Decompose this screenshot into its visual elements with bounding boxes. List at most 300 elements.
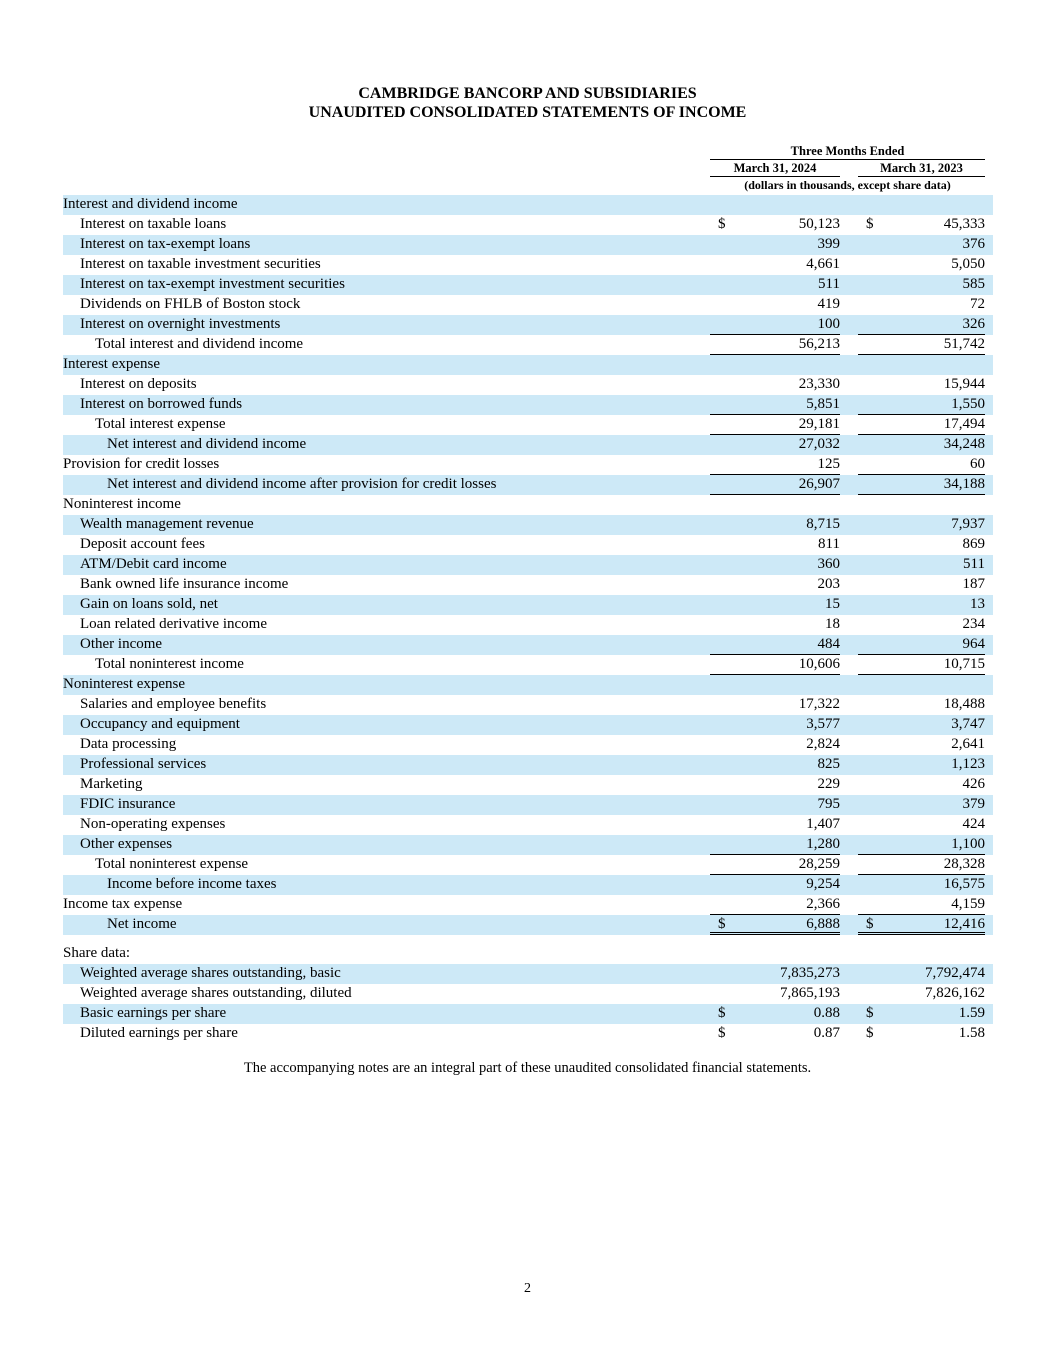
amount-2024 bbox=[710, 984, 840, 1004]
amount-2024 bbox=[710, 1024, 840, 1044]
dollar-sign bbox=[710, 675, 736, 695]
row-label: Total noninterest income bbox=[95, 656, 244, 672]
row-right-pad bbox=[985, 235, 993, 255]
amount-value: 3,577 bbox=[806, 716, 840, 732]
dollar-sign bbox=[710, 755, 736, 775]
column-gap bbox=[840, 535, 858, 555]
amount-2023 bbox=[858, 235, 985, 255]
amount-2023 bbox=[858, 295, 985, 315]
dollar-sign bbox=[710, 615, 736, 635]
column-gap bbox=[840, 395, 858, 415]
row-right-pad bbox=[985, 395, 993, 415]
amount-value: 376 bbox=[962, 236, 985, 252]
column-gap bbox=[840, 675, 858, 695]
amount-2023 bbox=[858, 695, 985, 715]
column-gap bbox=[840, 855, 858, 875]
dollar-sign bbox=[858, 755, 884, 775]
table-row bbox=[63, 555, 993, 575]
dollar-sign bbox=[710, 455, 736, 474]
amount-2024 bbox=[710, 895, 840, 915]
table-row bbox=[63, 635, 993, 655]
row-right-pad bbox=[985, 915, 993, 935]
table-row bbox=[63, 695, 993, 715]
dollar-sign bbox=[858, 595, 884, 615]
dollar-sign bbox=[710, 255, 736, 275]
amount-value: 4,661 bbox=[806, 256, 840, 272]
column-gap bbox=[840, 944, 858, 964]
footer-note: The accompanying notes are an integral part of these unaudited consolidated financial statements. bbox=[243, 1060, 812, 1076]
table-row bbox=[63, 255, 993, 275]
row-label: Provision for credit losses bbox=[63, 456, 220, 472]
amount-value: 484 bbox=[817, 636, 840, 652]
row-right-pad bbox=[985, 555, 993, 575]
row-right-pad bbox=[985, 695, 993, 715]
amount-value: 419 bbox=[817, 296, 840, 312]
column-gap bbox=[840, 875, 858, 895]
row-right-pad bbox=[985, 895, 993, 915]
table-row bbox=[63, 855, 993, 875]
amount-2023 bbox=[858, 915, 985, 935]
amount-value: 379 bbox=[962, 796, 985, 812]
amount-value: 34,188 bbox=[943, 476, 985, 492]
amount-2024 bbox=[710, 575, 840, 595]
dollar-sign bbox=[710, 855, 736, 874]
amount-value: 424 bbox=[962, 816, 985, 832]
amount-value: 1,123 bbox=[951, 756, 985, 772]
dollar-sign bbox=[710, 875, 736, 895]
row-right-pad bbox=[985, 595, 993, 615]
row-right-pad bbox=[985, 295, 993, 315]
row-right-pad bbox=[985, 615, 993, 635]
amount-value: 0.87 bbox=[813, 1025, 840, 1041]
row-label: Dividends on FHLB of Boston stock bbox=[80, 296, 301, 312]
dollar-sign bbox=[710, 635, 736, 654]
amount-2023 bbox=[858, 215, 985, 235]
table-row bbox=[63, 375, 993, 395]
amount-2024 bbox=[710, 715, 840, 735]
dollar-sign bbox=[710, 275, 736, 295]
row-label: Weighted average shares outstanding, diluted bbox=[80, 985, 352, 1001]
row-label: Professional services bbox=[80, 756, 207, 772]
row-label: Interest on tax-exempt investment securities bbox=[80, 276, 345, 292]
amount-value: 7,937 bbox=[951, 516, 985, 532]
row-label: Other income bbox=[80, 636, 163, 652]
table-row bbox=[63, 755, 993, 775]
dollar-sign bbox=[858, 775, 884, 795]
amount-value: 7,792,474 bbox=[925, 965, 985, 981]
amount-value: 15,944 bbox=[943, 376, 985, 392]
dollar-sign bbox=[710, 575, 736, 595]
dollar-sign bbox=[858, 415, 884, 434]
table-body bbox=[63, 195, 993, 1044]
row-label: Diluted earnings per share bbox=[80, 1025, 238, 1041]
amount-2024 bbox=[710, 355, 840, 375]
amount-value: 2,641 bbox=[951, 736, 985, 752]
amount-2023 bbox=[858, 1024, 985, 1044]
row-label: Income tax expense bbox=[63, 896, 183, 912]
dollar-sign bbox=[858, 455, 884, 474]
dollar-sign bbox=[710, 495, 736, 515]
amount-2023 bbox=[858, 395, 985, 415]
row-label: FDIC insurance bbox=[80, 796, 176, 812]
column-gap bbox=[840, 715, 858, 735]
row-label: Interest and dividend income bbox=[63, 196, 238, 212]
amount-value: 1,550 bbox=[951, 396, 985, 412]
amount-2023 bbox=[858, 615, 985, 635]
amount-value: 203 bbox=[817, 576, 840, 592]
table-row bbox=[63, 715, 993, 735]
row-label: Interest on borrowed funds bbox=[80, 396, 243, 412]
column-gap bbox=[840, 235, 858, 255]
row-label: Noninterest expense bbox=[63, 676, 186, 692]
amount-value: 585 bbox=[962, 276, 985, 292]
dollar-sign: $ bbox=[866, 216, 874, 232]
dollar-sign bbox=[710, 895, 736, 914]
amount-2024 bbox=[710, 235, 840, 255]
amount-value bbox=[884, 195, 985, 215]
column-gap bbox=[840, 695, 858, 715]
table-row bbox=[63, 1004, 993, 1024]
amount-2024 bbox=[710, 835, 840, 855]
dollar-sign bbox=[710, 375, 736, 395]
amount-value: 511 bbox=[818, 276, 840, 292]
dollar-sign bbox=[858, 375, 884, 395]
dollar-sign bbox=[858, 875, 884, 895]
units-note: (dollars in thousands, except share data) bbox=[744, 178, 951, 192]
column-header-2024: March 31, 2024 bbox=[710, 160, 840, 177]
amount-value: 50,123 bbox=[798, 216, 840, 232]
dollar-sign bbox=[710, 835, 736, 854]
dollar-sign bbox=[710, 435, 736, 455]
dollar-sign bbox=[710, 775, 736, 795]
amount-2024 bbox=[710, 415, 840, 435]
amount-value: 795 bbox=[817, 796, 840, 812]
column-gap bbox=[840, 635, 858, 655]
dollar-sign bbox=[858, 675, 884, 695]
dollar-sign bbox=[858, 315, 884, 334]
amount-value: 60 bbox=[970, 456, 985, 472]
dollar-sign bbox=[710, 815, 736, 835]
amount-value: 45,333 bbox=[943, 216, 985, 232]
table-column-headers bbox=[710, 143, 985, 194]
row-label: Interest on overnight investments bbox=[80, 316, 281, 332]
dollar-sign: $ bbox=[718, 1005, 726, 1021]
dollar-sign bbox=[710, 984, 736, 1004]
amount-value: 16,575 bbox=[943, 876, 985, 892]
dollar-sign bbox=[858, 295, 884, 315]
amount-2023 bbox=[858, 435, 985, 455]
table-row bbox=[63, 575, 993, 595]
row-label: Noninterest income bbox=[63, 496, 181, 512]
dollar-sign bbox=[710, 415, 736, 434]
amount-2024 bbox=[710, 855, 840, 875]
row-label: Interest on tax-exempt loans bbox=[80, 236, 251, 252]
row-right-pad bbox=[985, 835, 993, 855]
amount-2023 bbox=[858, 415, 985, 435]
amount-value: 869 bbox=[962, 536, 985, 552]
amount-value: 6,888 bbox=[806, 916, 840, 932]
dollar-sign bbox=[858, 535, 884, 555]
amount-value: 1,407 bbox=[806, 816, 840, 832]
column-header-2023: March 31, 2023 bbox=[858, 160, 985, 177]
amount-value: 964 bbox=[962, 636, 985, 652]
amount-value: 2,824 bbox=[806, 736, 840, 752]
amount-2023 bbox=[858, 335, 985, 355]
row-right-pad bbox=[985, 675, 993, 695]
row-label: Interest expense bbox=[63, 356, 161, 372]
dollar-sign bbox=[858, 815, 884, 835]
table-row bbox=[63, 895, 993, 915]
row-label: Interest on taxable investment securities bbox=[80, 256, 321, 272]
table-row bbox=[63, 835, 993, 855]
section-spacer bbox=[63, 935, 993, 944]
row-right-pad bbox=[985, 775, 993, 795]
statement-title: UNAUDITED CONSOLIDATED STATEMENTS OF INCOME bbox=[308, 104, 747, 121]
amount-value: 13 bbox=[970, 596, 985, 612]
amount-value: 10,606 bbox=[798, 656, 840, 672]
amount-2023 bbox=[858, 555, 985, 575]
amount-value: 10,715 bbox=[943, 656, 985, 672]
amount-2023 bbox=[858, 355, 985, 375]
amount-value: 125 bbox=[817, 456, 840, 472]
amount-2023 bbox=[858, 895, 985, 915]
amount-2024 bbox=[710, 635, 840, 655]
row-right-pad bbox=[985, 215, 993, 235]
row-right-pad bbox=[985, 535, 993, 555]
column-gap bbox=[840, 160, 858, 177]
row-right-pad bbox=[985, 984, 993, 1004]
row-label: Non-operating expenses bbox=[80, 816, 226, 832]
amount-2023 bbox=[858, 595, 985, 615]
row-right-pad bbox=[985, 415, 993, 435]
dollar-sign bbox=[858, 635, 884, 654]
dollar-sign bbox=[710, 515, 736, 535]
row-label: Share data: bbox=[63, 945, 131, 961]
amount-2023 bbox=[858, 964, 985, 984]
amount-value: 7,865,193 bbox=[780, 985, 840, 1001]
table-row bbox=[63, 475, 993, 495]
amount-value: 5,851 bbox=[806, 396, 840, 412]
row-right-pad bbox=[985, 815, 993, 835]
row-right-pad bbox=[985, 1024, 993, 1044]
dollar-sign: $ bbox=[866, 1005, 874, 1021]
row-label: Salaries and employee benefits bbox=[80, 696, 267, 712]
amount-2023 bbox=[858, 795, 985, 815]
amount-value bbox=[884, 675, 985, 695]
row-right-pad bbox=[985, 375, 993, 395]
amount-2024 bbox=[710, 815, 840, 835]
dollar-sign bbox=[710, 735, 736, 755]
dollar-sign bbox=[858, 575, 884, 595]
amount-value: 17,494 bbox=[943, 416, 985, 432]
dollar-sign bbox=[858, 715, 884, 735]
amount-2024 bbox=[710, 595, 840, 615]
amount-value: 12,416 bbox=[943, 916, 985, 932]
table-row bbox=[63, 355, 993, 375]
column-gap bbox=[840, 795, 858, 815]
amount-2024 bbox=[710, 915, 840, 935]
column-gap bbox=[840, 355, 858, 375]
dollar-sign bbox=[710, 535, 736, 555]
row-label: Loan related derivative income bbox=[80, 616, 267, 632]
table-row bbox=[63, 944, 993, 964]
dollar-sign bbox=[710, 335, 736, 354]
table-row bbox=[63, 964, 993, 984]
dollar-sign bbox=[710, 655, 736, 674]
row-label: Data processing bbox=[80, 736, 177, 752]
table-row bbox=[63, 495, 993, 515]
amount-2024 bbox=[710, 675, 840, 695]
amount-2023 bbox=[858, 775, 985, 795]
amount-value bbox=[736, 195, 840, 215]
amount-2024 bbox=[710, 535, 840, 555]
dollar-sign bbox=[858, 515, 884, 535]
dollar-sign: $ bbox=[718, 916, 726, 932]
table-row bbox=[63, 984, 993, 1004]
column-gap bbox=[840, 815, 858, 835]
amount-2023 bbox=[858, 735, 985, 755]
amount-value bbox=[736, 675, 840, 695]
amount-value: 27,032 bbox=[798, 436, 840, 452]
row-right-pad bbox=[985, 964, 993, 984]
dollar-sign bbox=[858, 895, 884, 914]
row-label: Total noninterest expense bbox=[95, 856, 249, 872]
amount-2023 bbox=[858, 984, 985, 1004]
amount-2024 bbox=[710, 515, 840, 535]
amount-2023 bbox=[858, 315, 985, 335]
amount-2024 bbox=[710, 964, 840, 984]
row-label: Weighted average shares outstanding, basic bbox=[80, 965, 341, 981]
table-row bbox=[63, 235, 993, 255]
amount-2023 bbox=[858, 875, 985, 895]
amount-2023 bbox=[858, 535, 985, 555]
amount-value: 1,100 bbox=[951, 836, 985, 852]
dollar-sign bbox=[858, 835, 884, 854]
row-label: Marketing bbox=[80, 776, 143, 792]
amount-2023 bbox=[858, 715, 985, 735]
row-label: Basic earnings per share bbox=[80, 1005, 227, 1021]
row-label: Interest on taxable loans bbox=[80, 216, 227, 232]
dollar-sign bbox=[710, 695, 736, 715]
amount-value: 326 bbox=[962, 316, 985, 332]
dollar-sign bbox=[710, 395, 736, 414]
column-gap bbox=[840, 195, 858, 215]
table-row bbox=[63, 615, 993, 635]
column-gap bbox=[840, 655, 858, 675]
row-right-pad bbox=[985, 335, 993, 355]
amount-value: 56,213 bbox=[798, 336, 840, 352]
amount-value: 100 bbox=[817, 316, 840, 332]
column-gap bbox=[840, 435, 858, 455]
column-gap bbox=[840, 315, 858, 335]
amount-value: 28,259 bbox=[798, 856, 840, 872]
amount-2023 bbox=[858, 275, 985, 295]
row-right-pad bbox=[985, 315, 993, 335]
row-right-pad bbox=[985, 795, 993, 815]
amount-value: 825 bbox=[817, 756, 840, 772]
dollar-sign: $ bbox=[718, 216, 726, 232]
amount-value: 7,826,162 bbox=[925, 985, 985, 1001]
dollar-sign: $ bbox=[718, 1025, 726, 1041]
dollar-sign bbox=[858, 984, 884, 1004]
column-gap bbox=[840, 295, 858, 315]
table-row bbox=[63, 515, 993, 535]
amount-2023 bbox=[858, 755, 985, 775]
amount-2024 bbox=[710, 215, 840, 235]
row-label: Net interest and dividend income bbox=[107, 436, 307, 452]
dollar-sign bbox=[858, 735, 884, 755]
table-row bbox=[63, 1024, 993, 1044]
column-gap bbox=[840, 495, 858, 515]
row-right-pad bbox=[985, 515, 993, 535]
row-label: Net interest and dividend income after provision for credit losses bbox=[107, 476, 497, 492]
dollar-sign bbox=[858, 964, 884, 984]
amount-value: 29,181 bbox=[798, 416, 840, 432]
table-row bbox=[63, 215, 993, 235]
amount-value: 0.88 bbox=[813, 1005, 840, 1021]
dollar-sign bbox=[710, 595, 736, 615]
date-headers bbox=[710, 160, 985, 177]
amount-value: 26,907 bbox=[798, 476, 840, 492]
amount-value: 4,159 bbox=[951, 896, 985, 912]
table-row bbox=[63, 815, 993, 835]
amount-value: 426 bbox=[962, 776, 985, 792]
dollar-sign bbox=[858, 475, 884, 494]
row-label: Gain on loans sold, net bbox=[80, 596, 218, 612]
dollar-sign bbox=[710, 355, 736, 375]
column-gap bbox=[840, 475, 858, 495]
amount-value bbox=[884, 355, 985, 375]
amount-2024 bbox=[710, 615, 840, 635]
amount-value: 1.59 bbox=[958, 1005, 985, 1021]
column-gap bbox=[840, 215, 858, 235]
dollar-sign bbox=[858, 615, 884, 635]
table-row bbox=[63, 915, 993, 935]
amount-value: 28,328 bbox=[943, 856, 985, 872]
row-right-pad bbox=[985, 355, 993, 375]
table-row bbox=[63, 195, 993, 215]
table-row bbox=[63, 595, 993, 615]
column-gap bbox=[840, 455, 858, 475]
amount-value: 8,715 bbox=[806, 516, 840, 532]
amount-value: 5,050 bbox=[951, 256, 985, 272]
dollar-sign bbox=[858, 195, 884, 215]
amount-value: 1.58 bbox=[958, 1025, 985, 1041]
amount-2024 bbox=[710, 275, 840, 295]
amount-2023 bbox=[858, 655, 985, 675]
dollar-sign bbox=[710, 195, 736, 215]
table-row bbox=[63, 295, 993, 315]
row-right-pad bbox=[985, 435, 993, 455]
column-gap bbox=[840, 275, 858, 295]
column-gap bbox=[840, 375, 858, 395]
amount-2023 bbox=[858, 855, 985, 875]
amount-2024 bbox=[710, 195, 840, 215]
column-gap bbox=[840, 595, 858, 615]
row-right-pad bbox=[985, 735, 993, 755]
dollar-sign bbox=[710, 964, 736, 984]
company-name: CAMBRIDGE BANCORP AND SUBSIDIARIES bbox=[358, 85, 697, 102]
amount-2024 bbox=[710, 495, 840, 515]
dollar-sign bbox=[710, 475, 736, 494]
amount-2023 bbox=[858, 495, 985, 515]
amount-value: 23,330 bbox=[798, 376, 840, 392]
amount-2024 bbox=[710, 875, 840, 895]
dollar-sign bbox=[858, 495, 884, 515]
table-row bbox=[63, 435, 993, 455]
row-label: Occupancy and equipment bbox=[80, 716, 240, 732]
dollar-sign bbox=[858, 395, 884, 414]
